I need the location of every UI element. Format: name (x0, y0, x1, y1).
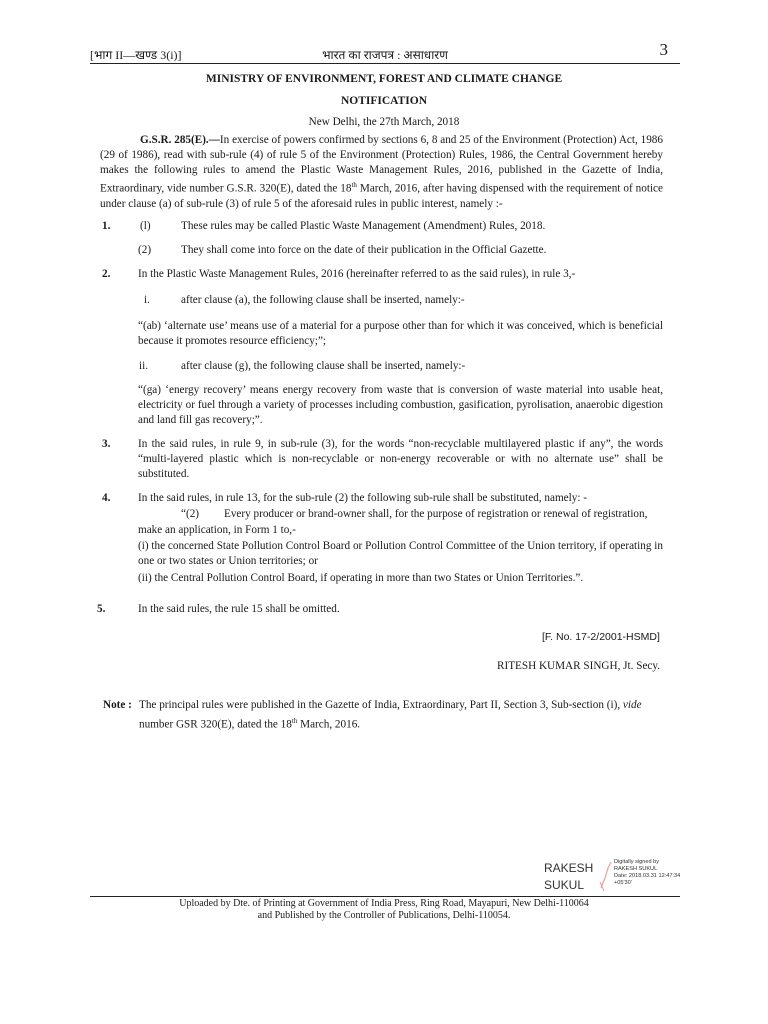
ministry-title: MINISTRY OF ENVIRONMENT, FOREST AND CLIMATE CHANGE (205, 73, 563, 85)
rule-1-i-text: These rules may be called Plastic Waste Management (Amendment) Rules, 2018. (181, 220, 546, 232)
rule-4-subrule-label: “(2) (181, 508, 200, 520)
rule-2-i-label: i. (144, 294, 150, 306)
note-text-line-2: number GSR 320(E), dated the 18th March, 2016. (139, 717, 361, 731)
preamble-paragraph: G.S.R. 285(E).—In exercise of powers confirmed by sections 6, 8 and 25 of the Environment (Protection) Act, 1986 (29 of 1986), read with sub-rule (4) of rule 5 of the Environment (Protection) Rules, 1986, the Central Government hereby makes the following rules to amend the Plastic Waste Management Rules, 2016, published in the Gazette of India, Extraordinary, vide number G.S.R. 320(E), dated the 18th March, 2016, after having dispensed with the requirement of notice under clause (a) of sub-rule (3) of rule 5 of the aforesaid rules in public interest, namely :- (100, 134, 663, 210)
rule-1-ii-label: (2) (138, 244, 152, 256)
header-gazette-title: भारत का राजपत्र : असाधारण (322, 48, 448, 62)
note-text-line-1: The principal rules were published in the Gazette of India, Extraordinary, Part II, Section 3, Sub-section (i), vide (139, 699, 642, 711)
rule-2-ii-text: after clause (g), the following clause shall be inserted, namely:- (181, 360, 466, 372)
gsr-number: G.S.R. 285(E).— (140, 134, 220, 146)
footer-line-1: Uploaded by Dte. of Printing at Government of India Press, Ring Road, Mayapuri, New Delhi-110064 (179, 898, 589, 909)
rule-5-number: 5. (97, 603, 106, 615)
header-rule (90, 63, 680, 64)
rule-2-clause-ga: “(ga) ‘energy recovery’ means energy recovery from waste that is conversion of waste material into usable heat, electricity or fuel through a variety of processes including combustion, gasification, pyrolisation, anaerobic digestion and land fill gas recovery;”. (138, 384, 663, 426)
notification-title: NOTIFICATION (340, 95, 428, 107)
place-date: New Delhi, the 27th March, 2018 (308, 116, 460, 128)
digital-signature-name: RAKESH SUKUL (544, 861, 594, 892)
rule-5-text: In the said rules, the rule 15 shall be omitted. (138, 603, 340, 615)
header-part-section: [भाग II—खण्ड 3(i)] (90, 48, 182, 62)
rule-2-text: In the Plastic Waste Management Rules, 2016 (hereinafter referred to as the said rules), in rule 3,- (138, 268, 576, 280)
rule-4-number: 4. (102, 492, 111, 504)
page-number: 3 (659, 40, 668, 59)
rule-4-clause-ii: (ii) the Central Pollution Control Board, if operating in more than two States or Union Territories.”. (138, 572, 584, 584)
rule-2-clause-ab: “(ab) ‘alternate use’ means use of a material for a purpose other than for which it was conceived, which is beneficial because it promotes resource efficiency;”; (138, 320, 663, 347)
footer-line-2: and Published by the Controller of Publications, Delhi-110054. (257, 910, 511, 921)
rule-4-subrule-text-a: Every producer or brand-owner shall, for the purpose of registration or renewal of registration, (224, 508, 648, 520)
rule-4-text: In the said rules, in rule 13, for the sub-rule (2) the following sub-rule shall be substituted, namely: - (138, 492, 587, 504)
rule-3-text: In the said rules, in rule 9, in sub-rule (3), for the words “non-recyclable multilayered plastic if any”, the words “multi-layered plastic which is non-recyclable or non-energy recoverable or with no alternate use” shall be substituted. (138, 438, 663, 480)
signature-check-icon (598, 858, 614, 894)
signatory: RITESH KUMAR SINGH, Jt. Secy. (497, 660, 661, 672)
rule-3-number: 3. (102, 438, 111, 450)
rule-2-number: 2. (102, 268, 111, 280)
rule-1-i-label: (l) (140, 220, 151, 232)
note-label: Note : (103, 699, 132, 711)
rule-1-ii-text: They shall come into force on the date of their publication in the Official Gazette. (181, 244, 547, 256)
rule-2-i-text: after clause (a), the following clause shall be inserted, namely:- (181, 294, 465, 306)
rule-4-clause-i: (i) the concerned State Pollution Control Board or Pollution Control Committee of the Union territory, if operating in one or two states or Union territories; or (138, 540, 663, 567)
rule-1-number: 1. (102, 220, 111, 232)
page-header (90, 40, 680, 64)
rule-4-subrule-text-b: make an application, in Form 1 to,- (138, 524, 296, 536)
footer-rule (90, 896, 680, 897)
file-number: [F. No. 17-2/2001-HSMD] (542, 631, 660, 643)
rule-2-ii-label: ii. (139, 360, 149, 372)
digital-signature-details: Digitally signed by RAKESH SUKUL Date: 2018.03.31 12:47:34 +05'30' (614, 859, 681, 886)
